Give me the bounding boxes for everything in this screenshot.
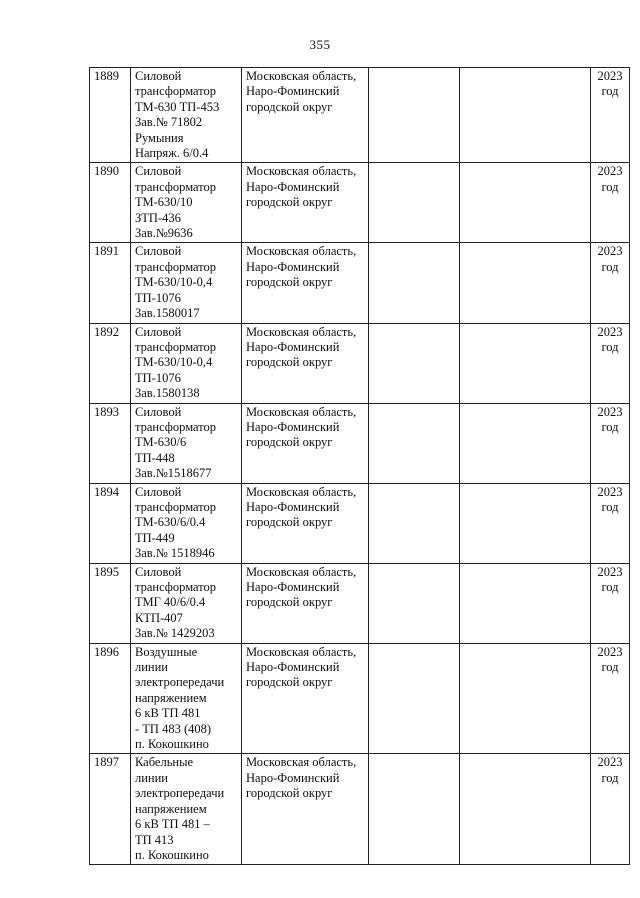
- table-row: [90, 754, 630, 865]
- object-name-cell: Воздушные линии электропередачи напряжением 6 кВ ТП 481 - ТП 483 (408) п. Кокошкино: [131, 643, 242, 754]
- empty-cell: [460, 243, 591, 323]
- empty-cell: [369, 323, 460, 403]
- table-row: [90, 243, 630, 323]
- year-cell: 2023 год: [591, 323, 630, 403]
- object-name-cell: Силовой трансформатор ТМ-630/10 ЗТП-436 Зав.№9636: [131, 163, 242, 243]
- row-number-cell: 1896: [90, 643, 131, 754]
- address-cell: Московская область, Наро-Фоминский городской округ: [242, 243, 369, 323]
- table-row: [90, 563, 630, 643]
- empty-cell: [460, 754, 591, 865]
- year-cell: 2023 год: [591, 163, 630, 243]
- object-name-cell: Силовой трансформатор ТМ-630/6/0.4 ТП-449 Зав.№ 1518946: [131, 483, 242, 563]
- empty-cell: [369, 68, 460, 163]
- object-name-cell: Силовой трансформатор ТМ-630/10-0,4 ТП-1076 Зав.1580017: [131, 243, 242, 323]
- row-number-cell: 1892: [90, 323, 131, 403]
- address-cell: Московская область, Наро-Фоминский городской округ: [242, 323, 369, 403]
- object-name-cell: Силовой трансформатор ТМ-630 ТП-453 Зав.№ 71802 Румыния Напряж. 6/0.4: [131, 68, 242, 163]
- row-number-cell: 1889: [90, 68, 131, 163]
- address-cell: Московская область, Наро-Фоминский городской округ: [242, 754, 369, 865]
- empty-cell: [369, 563, 460, 643]
- row-number-cell: 1895: [90, 563, 131, 643]
- row-number-cell: 1890: [90, 163, 131, 243]
- year-cell: 2023 год: [591, 243, 630, 323]
- address-cell: Московская область, Наро-Фоминский городской округ: [242, 483, 369, 563]
- registry-table-body: [90, 68, 630, 865]
- object-name-cell: Силовой трансформатор ТМГ 40/6/0.4 КТП-407 Зав.№ 1429203: [131, 563, 242, 643]
- table-row: [90, 403, 630, 483]
- row-number-cell: 1897: [90, 754, 131, 865]
- empty-cell: [460, 643, 591, 754]
- empty-cell: [369, 643, 460, 754]
- empty-cell: [460, 323, 591, 403]
- registry-table: [89, 67, 630, 865]
- table-row: [90, 483, 630, 563]
- table-row: [90, 323, 630, 403]
- table-row: [90, 643, 630, 754]
- row-number-cell: 1891: [90, 243, 131, 323]
- empty-cell: [460, 403, 591, 483]
- year-cell: 2023 год: [591, 563, 630, 643]
- object-name-cell: Кабельные линии электропередачи напряжением 6 кВ ТП 481 – ТП 413 п. Кокошкино: [131, 754, 242, 865]
- table-row: [90, 68, 630, 163]
- empty-cell: [460, 68, 591, 163]
- empty-cell: [369, 754, 460, 865]
- object-name-cell: Силовой трансформатор ТМ-630/10-0,4 ТП-1076 Зав.1580138: [131, 323, 242, 403]
- object-name-cell: Силовой трансформатор ТМ-630/6 ТП-448 Зав.№1518677: [131, 403, 242, 483]
- empty-cell: [369, 483, 460, 563]
- year-cell: 2023 год: [591, 403, 630, 483]
- address-cell: Московская область, Наро-Фоминский городской округ: [242, 643, 369, 754]
- row-number-cell: 1893: [90, 403, 131, 483]
- empty-cell: [369, 403, 460, 483]
- address-cell: Московская область, Наро-Фоминский городской округ: [242, 563, 369, 643]
- year-cell: 2023 год: [591, 643, 630, 754]
- address-cell: Московская область, Наро-Фоминский городской округ: [242, 403, 369, 483]
- empty-cell: [460, 563, 591, 643]
- row-number-cell: 1894: [90, 483, 131, 563]
- empty-cell: [369, 243, 460, 323]
- page-number: 355: [309, 37, 331, 52]
- empty-cell: [460, 483, 591, 563]
- empty-cell: [460, 163, 591, 243]
- address-cell: Московская область, Наро-Фоминский городской округ: [242, 163, 369, 243]
- year-cell: 2023 год: [591, 68, 630, 163]
- year-cell: 2023 год: [591, 483, 630, 563]
- table-row: [90, 163, 630, 243]
- year-cell: 2023 год: [591, 754, 630, 865]
- empty-cell: [369, 163, 460, 243]
- address-cell: Московская область, Наро-Фоминский городской округ: [242, 68, 369, 163]
